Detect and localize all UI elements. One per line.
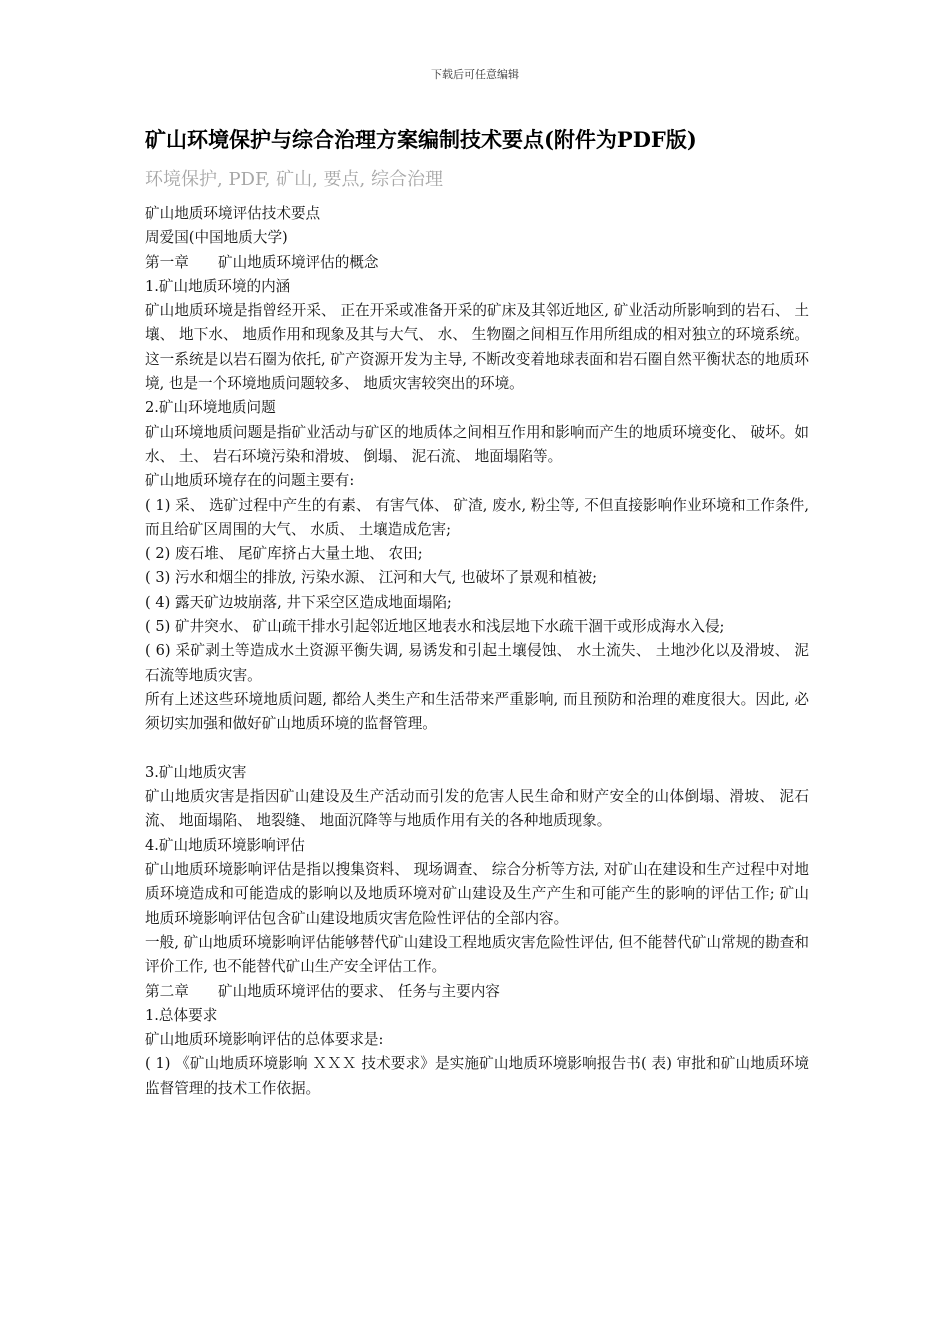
section-title: 矿山地质环境评估技术要点 — [145, 205, 321, 222]
author-line: 周爱国(中国地质大学) — [145, 229, 288, 247]
subsection-heading: 1.矿山地质环境的内涵 — [145, 277, 291, 295]
paragraph: 矿山环境地质问题是指矿业活动与矿区的地质体之间相互作用和影响而产生的地质环境变化、 破坏。如水、 土、 岩石环境污染和滑坡、 倒塌、 泥石流、 地面塌陷等。 — [145, 423, 809, 465]
paragraph: 矿山地质环境影响评估的总体要求是: — [145, 1031, 384, 1049]
paragraph: 矿山地质环境存在的问题主要有: — [145, 472, 355, 490]
list-item: ( 1) 《矿山地质环境影响 ＸＸＸ 技术要求》是实施矿山地质环境影响报告书( 表) 审批和矿山地质环境监督管理的技术工作依据。 — [145, 1055, 809, 1097]
paragraph: 矿山地质环境影响评估是指以搜集资料、 现场调查、 综合分析等方法, 对矿山在建设和生产过程中对地质环境造成和可能造成的影响以及地质环境对矿山建设及生产产生和可能产生的影响的评估工作; 矿山地质环境影响评估包含矿山建设地质灾害危险性评估的全部内容。 — [145, 861, 809, 927]
chapter-heading: 第二章 矿山地质环境评估的要求、 任务与主要内容 — [145, 982, 500, 1000]
chapter-heading: 第一章 矿山地质环境评估的概念 — [145, 253, 379, 271]
subsection-heading: 1.总体要求 — [145, 1006, 218, 1024]
subsection-heading: 4.矿山地质环境影响评估 — [145, 836, 305, 854]
document-tags: 环境保护, PDF, 矿山, 要点, 综合治理 — [145, 169, 444, 190]
list-item: ( 2) 废石堆、 尾矿库挤占大量土地、 农田; — [145, 545, 423, 563]
paragraph: 矿山地质灾害是指因矿山建设及生产活动而引发的危害人民生命和财产安全的山体倒塌、滑坡、 泥石流、 地面塌陷、 地裂缝、 地面沉降等与地质作用有关的各种地质现象。 — [145, 788, 809, 830]
subsection-heading: 3.矿山地质灾害 — [145, 763, 247, 781]
list-item: ( 3) 污水和烟尘的排放, 污染水源、 江河和大气, 也破坏了景观和植被; — [145, 569, 598, 587]
page-header-note: 下载后可任意编辑 — [431, 68, 519, 81]
paragraph: 所有上述这些环境地质问题, 都给人类生产和生活带来严重影响, 而且预防和治理的难度很大。因此, 必须切实加强和做好矿山地质环境的监督管理。 — [145, 690, 809, 733]
blank-line — [145, 737, 809, 761]
list-item: ( 6) 采矿剥土等造成水土资源平衡失调, 易诱发和引起土壤侵蚀、 水土流失、 土地沙化以及滑坡、 泥石流等地质灾害。 — [145, 642, 809, 684]
document-body — [145, 202, 809, 1101]
list-item: ( 1) 采、 选矿过程中产生的有素、 有害气体、 矿渣, 废水, 粉尘等, 不但直接影响作业环境和工作条件, 而且给矿区周围的大气、 水质、 土壤造成危害; — [145, 496, 809, 538]
list-item: ( 5) 矿井突水、 矿山疏干排水引起邻近地区地表水和浅层地下水疏干涸干或形成海水入侵; — [145, 618, 725, 636]
paragraph: 矿山地质环境是指曾经开采、 正在开采或准备开采的矿床及其邻近地区, 矿业活动所影响到的岩石、 土壤、 地下水、 地质作用和现象及其与大气、 水、 生物圈之间相互作用所组成的相对独立的环境系统。这一系统是以岩石圈为依托, 矿产资源开发为主导, 不断改变着地球表面和岩石圈自然平衡状态的地质环境, 也是一个环境地质问题较多、 地质灾害较突出的环境。 — [145, 302, 809, 393]
paragraph: 一般, 矿山地质环境影响评估能够替代矿山建设工程地质灾害危险性评估, 但不能替代矿山常规的勘查和评价工作, 也不能替代矿山生产安全评估工作。 — [145, 933, 809, 976]
list-item: ( 4) 露天矿边坡崩落, 井下采空区造成地面塌陷; — [145, 593, 452, 611]
document-title: 矿山环境保护与综合治理方案编制技术要点(附件为PDF版) — [145, 127, 697, 152]
subsection-heading: 2.矿山环境地质问题 — [145, 399, 276, 417]
